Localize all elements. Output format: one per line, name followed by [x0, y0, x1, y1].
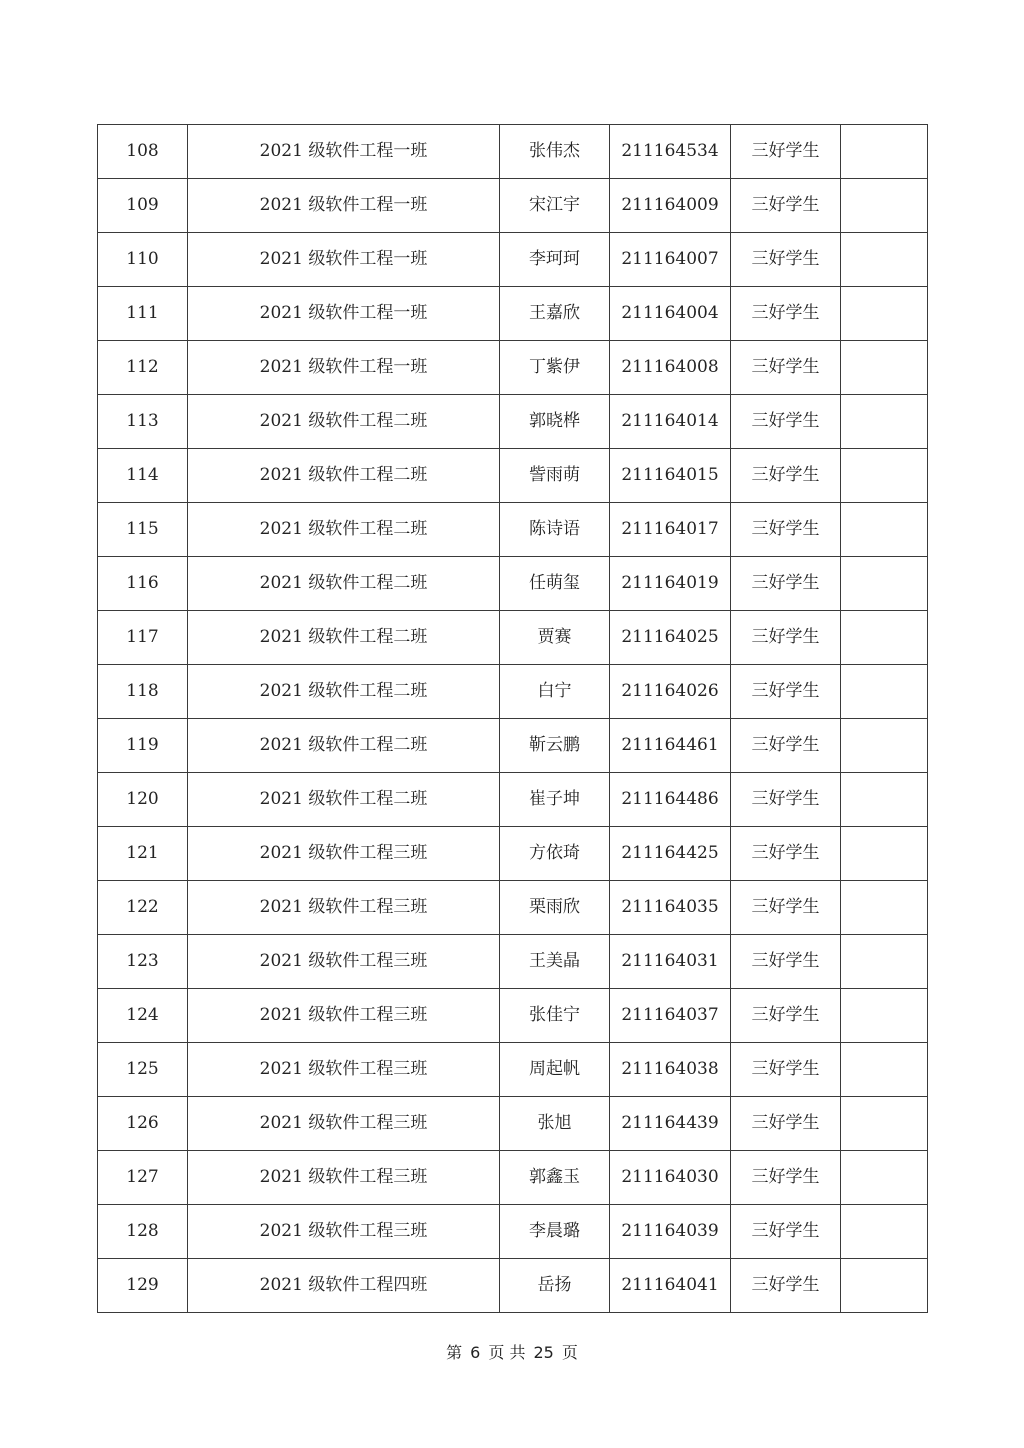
table-row — [98, 989, 928, 1043]
award-cell: 三好学生 — [731, 665, 841, 719]
table-row — [98, 557, 928, 611]
student-award-table — [97, 124, 928, 1313]
award-cell: 三好学生 — [731, 881, 841, 935]
row-number-cell: 109 — [98, 179, 188, 233]
award-cell: 三好学生 — [731, 1043, 841, 1097]
row-number-cell: 115 — [98, 503, 188, 557]
class-name-cell: 2021 级软件工程四班 — [188, 1259, 500, 1313]
award-cell: 三好学生 — [731, 287, 841, 341]
student-id-cell: 211164014 — [610, 395, 731, 449]
student-name-cell: 丁紫伊 — [500, 341, 610, 395]
table-row — [98, 611, 928, 665]
award-cell: 三好学生 — [731, 233, 841, 287]
award-cell: 三好学生 — [731, 989, 841, 1043]
note-cell — [841, 557, 928, 611]
row-number-cell: 119 — [98, 719, 188, 773]
table-row — [98, 1259, 928, 1313]
class-name-cell: 2021 级软件工程三班 — [188, 1043, 500, 1097]
student-id-cell: 211164009 — [610, 179, 731, 233]
note-cell — [841, 503, 928, 557]
student-id-cell: 211164007 — [610, 233, 731, 287]
table-body — [98, 125, 928, 1313]
row-number-cell: 125 — [98, 1043, 188, 1097]
class-name-cell: 2021 级软件工程一班 — [188, 179, 500, 233]
row-number-cell: 120 — [98, 773, 188, 827]
note-cell — [841, 341, 928, 395]
row-number-cell: 114 — [98, 449, 188, 503]
row-number-cell: 127 — [98, 1151, 188, 1205]
table-row — [98, 503, 928, 557]
note-cell — [841, 179, 928, 233]
class-name-cell: 2021 级软件工程三班 — [188, 881, 500, 935]
student-id-cell: 211164035 — [610, 881, 731, 935]
student-name-cell: 任萌玺 — [500, 557, 610, 611]
student-id-cell: 211164037 — [610, 989, 731, 1043]
student-id-cell: 211164008 — [610, 341, 731, 395]
row-number-cell: 123 — [98, 935, 188, 989]
award-cell: 三好学生 — [731, 341, 841, 395]
row-number-cell: 128 — [98, 1205, 188, 1259]
award-cell: 三好学生 — [731, 935, 841, 989]
student-name-cell: 宋江宇 — [500, 179, 610, 233]
current-page-number: 6 — [470, 1343, 481, 1362]
award-cell: 三好学生 — [731, 449, 841, 503]
table-row — [98, 449, 928, 503]
table-row — [98, 773, 928, 827]
table-row — [98, 665, 928, 719]
student-name-cell: 李晨璐 — [500, 1205, 610, 1259]
student-name-cell: 栗雨欣 — [500, 881, 610, 935]
note-cell — [841, 1097, 928, 1151]
class-name-cell: 2021 级软件工程一班 — [188, 287, 500, 341]
row-number-cell: 108 — [98, 125, 188, 179]
award-cell: 三好学生 — [731, 503, 841, 557]
student-name-cell: 陈诗语 — [500, 503, 610, 557]
student-id-cell: 211164439 — [610, 1097, 731, 1151]
student-id-cell: 211164019 — [610, 557, 731, 611]
table-row — [98, 881, 928, 935]
student-name-cell: 郭鑫玉 — [500, 1151, 610, 1205]
footer-prefix: 第 — [446, 1343, 463, 1362]
note-cell — [841, 449, 928, 503]
award-cell: 三好学生 — [731, 1097, 841, 1151]
student-name-cell: 郭晓桦 — [500, 395, 610, 449]
class-name-cell: 2021 级软件工程二班 — [188, 395, 500, 449]
row-number-cell: 112 — [98, 341, 188, 395]
table-row — [98, 341, 928, 395]
row-number-cell: 117 — [98, 611, 188, 665]
student-name-cell: 张佳宁 — [500, 989, 610, 1043]
award-cell: 三好学生 — [731, 773, 841, 827]
student-name-cell: 张旭 — [500, 1097, 610, 1151]
student-name-cell: 崔子坤 — [500, 773, 610, 827]
table-row — [98, 395, 928, 449]
note-cell — [841, 125, 928, 179]
footer-suffix: 页 — [561, 1343, 578, 1362]
class-name-cell: 2021 级软件工程三班 — [188, 1097, 500, 1151]
note-cell — [841, 1043, 928, 1097]
note-cell — [841, 1259, 928, 1313]
row-number-cell: 116 — [98, 557, 188, 611]
student-id-cell: 211164534 — [610, 125, 731, 179]
student-id-cell: 211164030 — [610, 1151, 731, 1205]
table-row — [98, 827, 928, 881]
table-row — [98, 1205, 928, 1259]
student-name-cell: 张伟杰 — [500, 125, 610, 179]
note-cell — [841, 773, 928, 827]
table-row — [98, 287, 928, 341]
note-cell — [841, 989, 928, 1043]
student-id-cell: 211164004 — [610, 287, 731, 341]
award-cell: 三好学生 — [731, 1151, 841, 1205]
student-name-cell: 贾赛 — [500, 611, 610, 665]
class-name-cell: 2021 级软件工程三班 — [188, 827, 500, 881]
award-cell: 三好学生 — [731, 395, 841, 449]
student-name-cell: 王美晶 — [500, 935, 610, 989]
student-name-cell: 白宁 — [500, 665, 610, 719]
class-name-cell: 2021 级软件工程二班 — [188, 773, 500, 827]
note-cell — [841, 665, 928, 719]
note-cell — [841, 611, 928, 665]
student-id-cell: 211164461 — [610, 719, 731, 773]
row-number-cell: 126 — [98, 1097, 188, 1151]
award-cell: 三好学生 — [731, 827, 841, 881]
class-name-cell: 2021 级软件工程二班 — [188, 611, 500, 665]
row-number-cell: 129 — [98, 1259, 188, 1313]
class-name-cell: 2021 级软件工程二班 — [188, 665, 500, 719]
note-cell — [841, 935, 928, 989]
student-name-cell: 王嘉欣 — [500, 287, 610, 341]
class-name-cell: 2021 级软件工程一班 — [188, 233, 500, 287]
note-cell — [841, 881, 928, 935]
class-name-cell: 2021 级软件工程一班 — [188, 125, 500, 179]
table-row — [98, 233, 928, 287]
award-cell: 三好学生 — [731, 125, 841, 179]
note-cell — [841, 827, 928, 881]
row-number-cell: 113 — [98, 395, 188, 449]
table-row — [98, 1097, 928, 1151]
page-footer — [0, 1340, 1024, 1363]
footer-middle: 页 共 — [488, 1343, 526, 1362]
class-name-cell: 2021 级软件工程一班 — [188, 341, 500, 395]
class-name-cell: 2021 级软件工程二班 — [188, 719, 500, 773]
row-number-cell: 122 — [98, 881, 188, 935]
student-id-cell: 211164026 — [610, 665, 731, 719]
note-cell — [841, 287, 928, 341]
total-pages-number: 25 — [533, 1343, 554, 1362]
row-number-cell: 111 — [98, 287, 188, 341]
student-name-cell: 李珂珂 — [500, 233, 610, 287]
student-id-cell: 211164031 — [610, 935, 731, 989]
award-cell: 三好学生 — [731, 611, 841, 665]
table-row — [98, 179, 928, 233]
row-number-cell: 110 — [98, 233, 188, 287]
student-id-cell: 211164025 — [610, 611, 731, 665]
student-id-cell: 211164015 — [610, 449, 731, 503]
student-name-cell: 靳云鹏 — [500, 719, 610, 773]
class-name-cell: 2021 级软件工程三班 — [188, 935, 500, 989]
student-id-cell: 211164017 — [610, 503, 731, 557]
student-name-cell: 岳扬 — [500, 1259, 610, 1313]
note-cell — [841, 1205, 928, 1259]
class-name-cell: 2021 级软件工程三班 — [188, 1205, 500, 1259]
student-name-cell: 訾雨萌 — [500, 449, 610, 503]
student-name-cell: 方依琦 — [500, 827, 610, 881]
note-cell — [841, 395, 928, 449]
class-name-cell: 2021 级软件工程二班 — [188, 557, 500, 611]
table-row — [98, 935, 928, 989]
award-cell: 三好学生 — [731, 1205, 841, 1259]
student-id-cell: 211164486 — [610, 773, 731, 827]
note-cell — [841, 1151, 928, 1205]
award-cell: 三好学生 — [731, 719, 841, 773]
student-name-cell: 周起帆 — [500, 1043, 610, 1097]
table-row — [98, 719, 928, 773]
table-row — [98, 1151, 928, 1205]
table-row — [98, 125, 928, 179]
award-cell: 三好学生 — [731, 1259, 841, 1313]
student-id-cell: 211164038 — [610, 1043, 731, 1097]
row-number-cell: 118 — [98, 665, 188, 719]
row-number-cell: 124 — [98, 989, 188, 1043]
table-row — [98, 1043, 928, 1097]
note-cell — [841, 719, 928, 773]
note-cell — [841, 233, 928, 287]
student-id-cell: 211164425 — [610, 827, 731, 881]
class-name-cell: 2021 级软件工程三班 — [188, 1151, 500, 1205]
row-number-cell: 121 — [98, 827, 188, 881]
student-id-cell: 211164039 — [610, 1205, 731, 1259]
student-id-cell: 211164041 — [610, 1259, 731, 1313]
award-cell: 三好学生 — [731, 179, 841, 233]
award-cell: 三好学生 — [731, 557, 841, 611]
class-name-cell: 2021 级软件工程二班 — [188, 449, 500, 503]
class-name-cell: 2021 级软件工程三班 — [188, 989, 500, 1043]
class-name-cell: 2021 级软件工程二班 — [188, 503, 500, 557]
